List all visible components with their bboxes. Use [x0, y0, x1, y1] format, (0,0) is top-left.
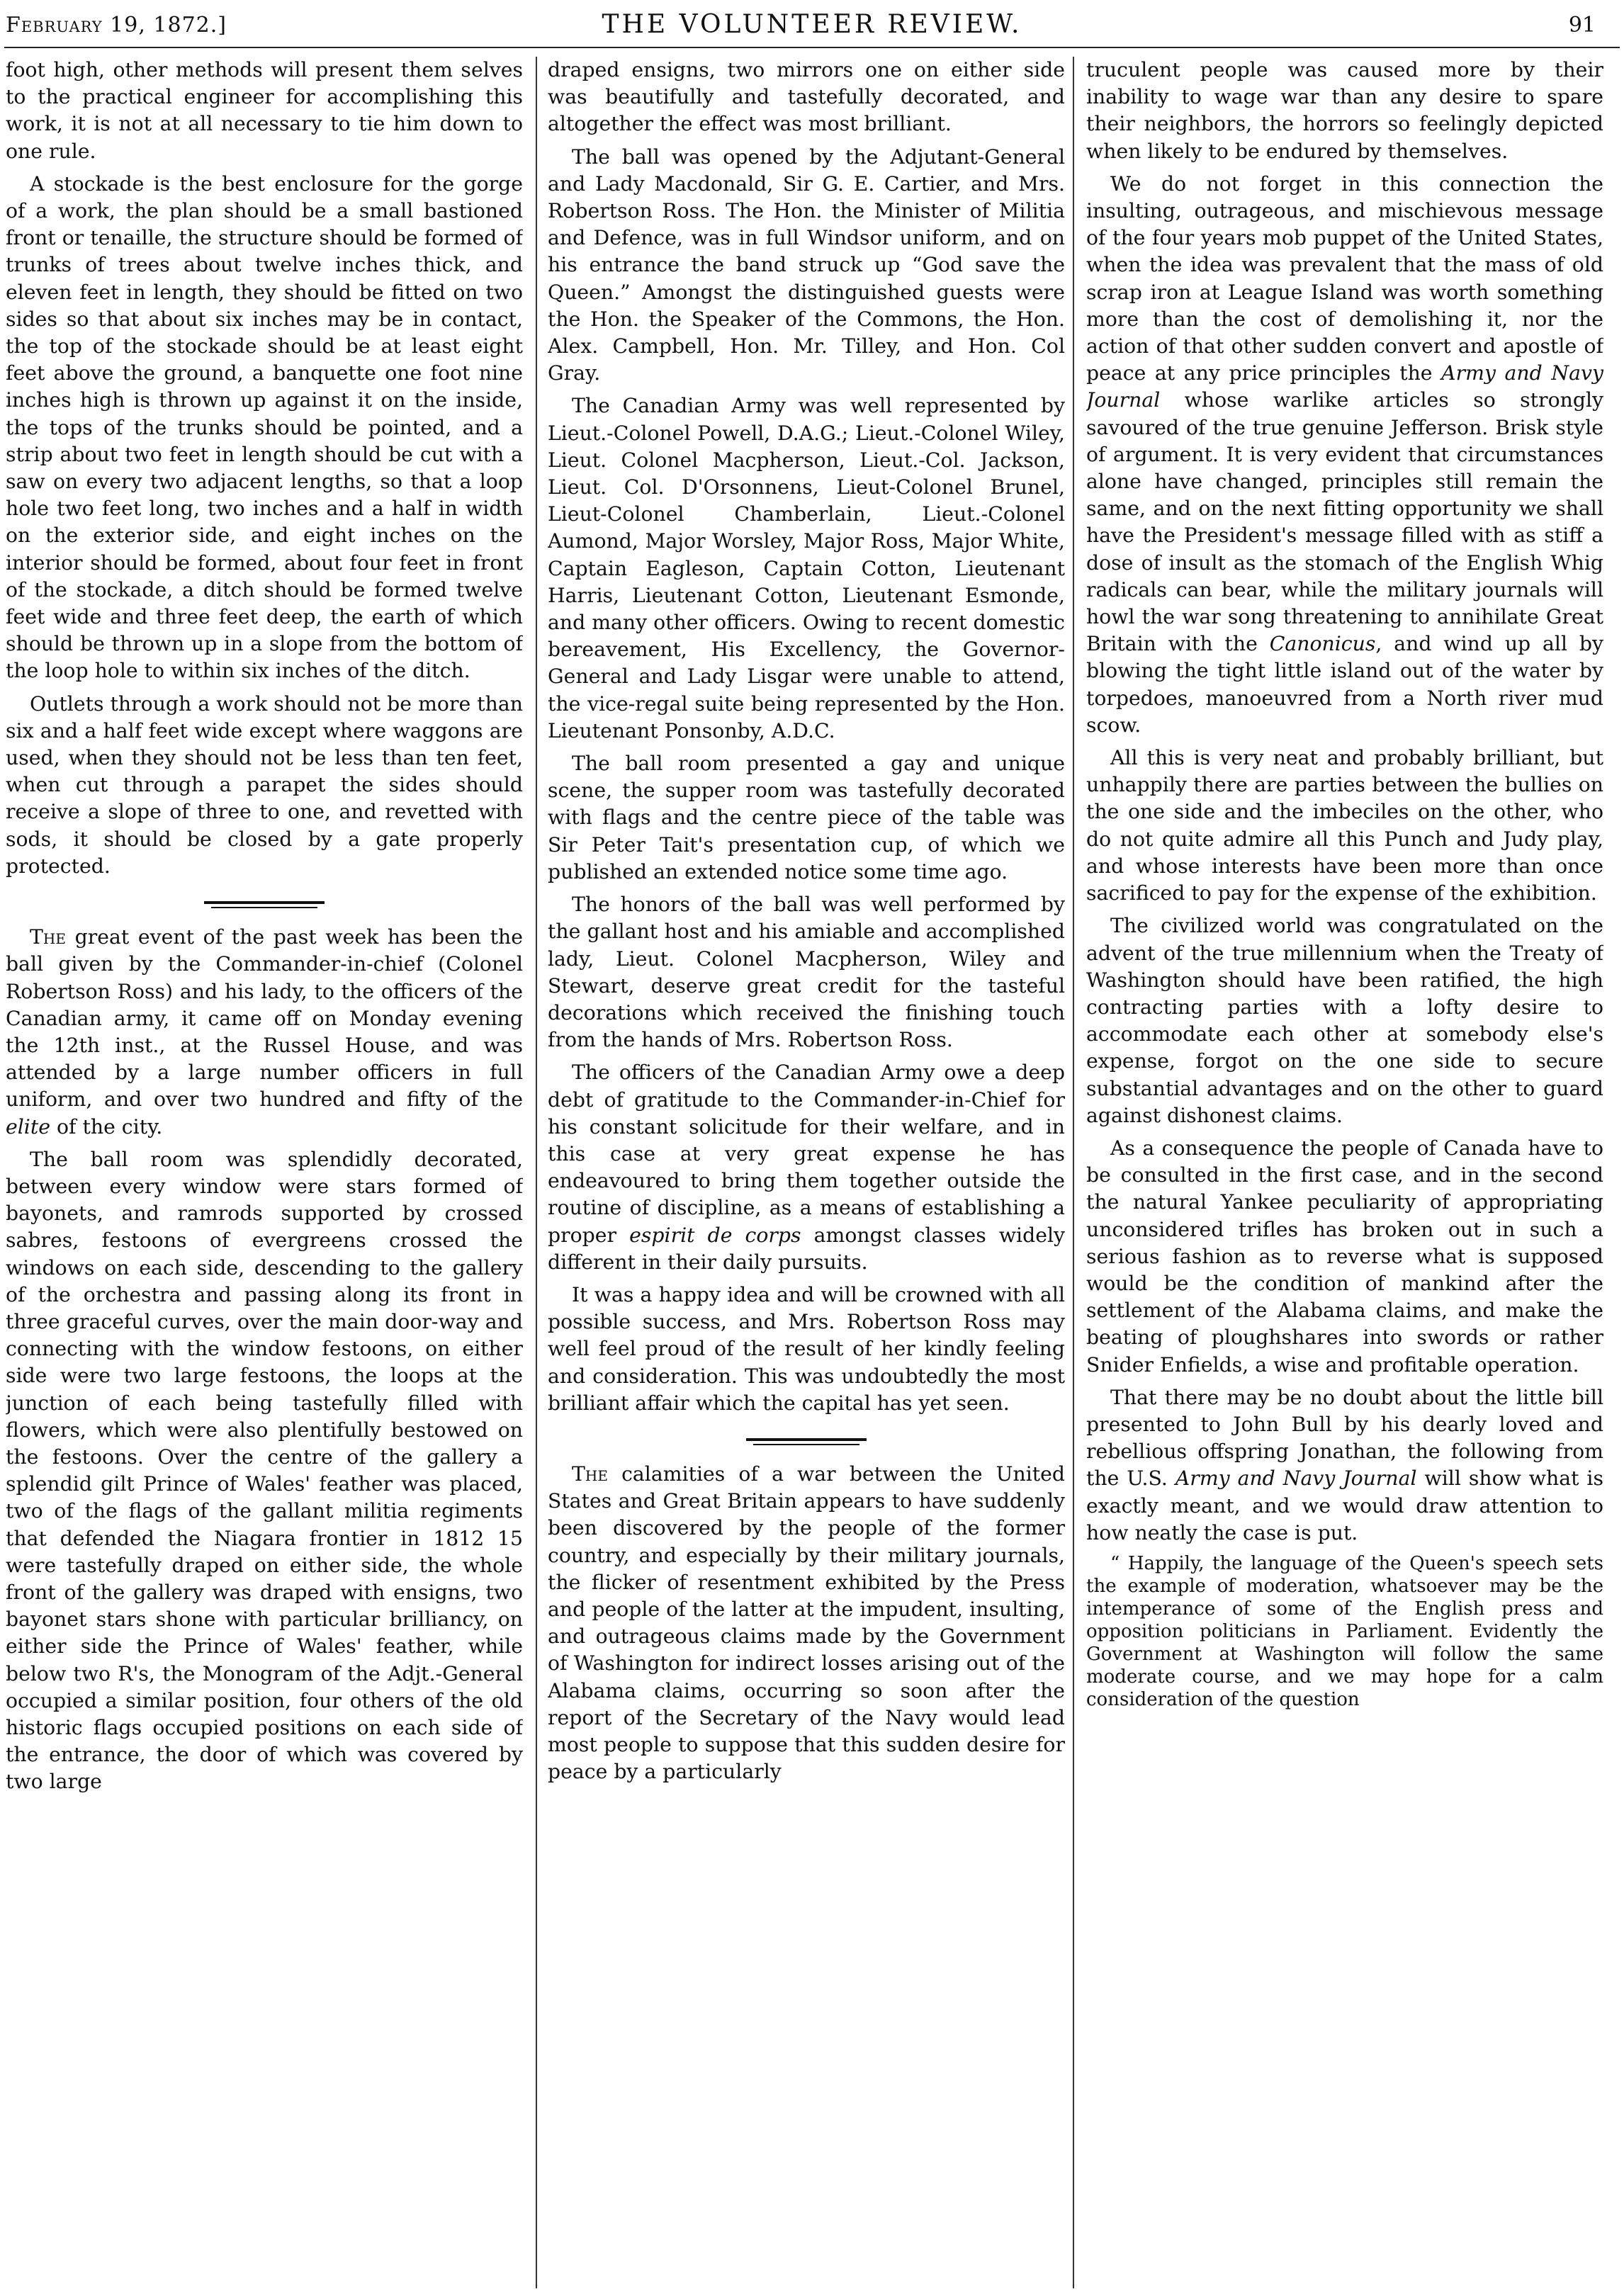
text-run: great event of the past week has been the ball given by the Commander-in-chief (Colonel Robertson Ross) and his lady, to the officers of the Canadian army, it came off on Monday evening the 12th inst., at the Russel House, and was attended by a large number officers in full uniform, and over two hundred and fifty of the [6, 925, 523, 1112]
text-run: will show what is exactly meant, and we would draw attention to how neatly the case is put. [1086, 1467, 1603, 1544]
text-run: calamities of a war between the United States and Great Britain appears to have suddenly been discovered by the people of the former country, and especially by their military journals, the flicker of resentment exhibited by the Press and people of the latter at the impudent, insulting, and outrageous claims made by the Government of Washington for indirect losses arising out of the Alabama claims, occurring so soon after the report of the Secretary of the Navy would lead most people to suppose that this sudden desire for peace by a particularly [548, 1462, 1065, 1784]
paragraph: It was a happy idea and will be crowned with all possible success, and Mrs. Robertson Ross may well feel proud of the result of her kindly feeling and consideration. This was undoubtedly the most brilliant affair which the capital has yet seen. [548, 1282, 1065, 1415]
paragraph [548, 1461, 1065, 1785]
lead-word: The [30, 925, 66, 949]
paragraph: The ball was opened by the Adjutant-General and Lady Macdonald, Sir G. E. Cartier, and Mrs. Robertson Ross. The Hon. the Minister of Militia and Defence, was in full Windsor uniform, and on his entrance the band struck up “God save the Queen.” Amongst the distinguished guests were the Hon. the Speaker of the Commons, the Hon. Alex. Campbell, Hon. Mr. Tilley, and Hon. Col Gray. [548, 145, 1065, 385]
page-header [0, 0, 1624, 57]
column-3 [1086, 57, 1603, 2288]
quoted-paragraph: “ Happily, the language of the Queen's speech sets the example of moderation, whatsoever may be the intemperance of some of the English press and opposition politicians in Parliament. Evidently the Government at Washington will follow the same moderate course, and we may hope for a calm consideration of the question [1086, 1552, 1603, 1710]
paragraph: As a consequence the people of Canada have to be consulted in the first case, and in the second the natural Yankee peculiarity of appropriating unconsidered trifles has broken out in such a serious fashion as to reverse what is supposed would be the condition of mankind after the settlement of the Alabama claims, and make the beating of ploughshares into swords or rather Snider Enfields, a wise and profitable operation. [1086, 1136, 1603, 1377]
text-run: whose warlike articles so strongly savoured of the true genuine Jefferson. Brisk style of argument. It is very evident that circumstances alone have changed, principles still remain the same, and on the next fitting opportunity we shall have the President's message filled with as stiff a dose of insult as the stomach of the English Whig radicals can bear, while the military journals will howl the war song threatening to annihilate Great Britain with the [1086, 388, 1603, 656]
paragraph [548, 1059, 1065, 1276]
paragraph [6, 924, 523, 1141]
italic-text: Army and Navy Journal [1086, 361, 1603, 412]
paragraph: The honors of the ball was well performed by the gallant host and his amiable and accomplished lady, Lieut. Colonel Macpherson, Wiley and Stewart, deserve great credit for the tasteful decorations which received the finishing touch from the hands of Mrs. Robertson Ross. [548, 893, 1065, 1052]
page-number: 91 [1568, 13, 1596, 38]
italic-text: Army and Navy Journal [1175, 1467, 1417, 1491]
column-1 [6, 57, 523, 2288]
paragraph: All this is very neat and probably brilliant, but unhappily there are parties between the bullies on the one side and the imbeciles on the other, who do not quite admire all this Punch and Judy play, and whose interests have been more than once sacrificed to pay for the expense of the exhibition. [1086, 746, 1603, 905]
paragraph: Outlets through a work should not be more than six and a half feet wide except where waggons are used, when they should not be less than ten feet, when cut through a parapet the sides should receive a slope of three to one, and revetted with sods, it should be closed by a gate properly protected. [6, 691, 523, 878]
paragraph: The civilized world was congratulated on the advent of the true millennium when the Treaty of Washington should have been ratified, the high contracting parties with a lofty desire to accommodate each other at somebody else's expense, forgot on the one side to secure substantial advantages and on the other to guard against dishonest claims. [1086, 914, 1603, 1127]
column-divider [536, 57, 537, 2288]
issue-date: February 19, 1872.] [6, 13, 227, 38]
paragraph: The ball room presented a gay and unique scene, the supper room was tastefully decorated with flags and the centre piece of the table was Sir Peter Tait's presentation cup, of which we published an extended notice some time ago. [548, 752, 1065, 883]
paragraph: foot high, other methods will present them selves to the practical engineer for accomplishing this work, it is not at all necessary to tie him down to one rule. [6, 58, 523, 163]
lead-word: The [572, 1462, 608, 1486]
paragraph: truculent people was caused more by their inability to wage war than any desire to spare their neighbors, the horrors so feelingly depicted when likely to be endured by themselves. [1086, 58, 1603, 163]
paragraph: The Canadian Army was well represented by Lieut.-Colonel Powell, D.A.G.; Lieut.-Colonel Wiley, Lieut. Colonel Macpherson, Lieut.-Col. Jackson, Lieut. Col. D'Orsonnens, Lieut-Colonel Brunel, Lieut-Colonel Chamberlain, Lieut.-Colonel Aumond, Major Worsley, Major Ross, Major White, Captain Eagleson, Captain Cotton, Lieutenant Harris, Lieutenant Cotton, Lieutenant Esmonde, and many other officers. Owing to recent domestic bereavement, His Excellency, the Governor-General and Lady Lisgar were unable to attend, the vice-regal suite being represented by the Hon. Lieutenant Ponsonby, A.D.C. [548, 394, 1065, 742]
article-separator [548, 1423, 1065, 1461]
text-run: The officers of the Canadian Army owe a deep debt of gratitude to the Commander-in-Chief for his constant solicitude for their welfare, and in this case at very great expense he has endeavoured to bring them together outside the routine of discipline, as a means of establishing a proper [548, 1061, 1065, 1247]
text-run: That there may be no doubt about the little bill presented to John Bull by his dearly loved and rebellious offspring Jonathan, the following from the U.S. [1086, 1385, 1603, 1491]
paragraph [1086, 171, 1603, 739]
column-2 [548, 57, 1065, 2288]
header-rule [4, 47, 1620, 48]
italic-text: Canonicus [1269, 632, 1376, 656]
column-divider [1073, 57, 1074, 2288]
paragraph [1086, 1384, 1603, 1547]
italic-text: espirit de corps [629, 1223, 801, 1247]
paragraph: The ball room was splendidly decorated, between every window were stars formed of bayonets, and ramrods supported by crossed sabres, festoons of evergreens crossed the windows on each side, descending to the gallery of the orchestra and passing along its front in three graceful curves, over the main door-way and connecting with the window festoons, on either side were two large festoons, the loops at the junction of each being tastefully filled with flowers, which were also plentifully bestowed on the festoons. Over the centre of the gallery a splendid gilt Prince of Wales' feather was placed, two of the flags of the gallant militia regiments that defended the Niagara frontier in 1812 15 were tastefully draped on either side, the whole front of the gallery was draped with ensigns, two bayonet stars shone with particular brilliancy, on either side the Prince of Wales' feather, while below two R's, the Monogram of the Adjt.-General occupied a similar position, four others of the old historic flags occupied positions on each side of the entrance, the door of which was covered by two large [6, 1147, 523, 1794]
text-run: amongst classes widely different in their daily pursuits. [548, 1223, 1065, 1274]
text-run: of the city. [50, 1114, 163, 1138]
text-run: , and wind up all by blowing the tight little island out of the water by torpedoes, manoeuvred from a North river mud scow. [1086, 632, 1603, 737]
paragraph: A stockade is the best enclosure for the gorge of a work, the plan should be a small bastioned front or tenaille, the structure should be formed of trunks of trees about twelve inches thick, and eleven feet in length, they should be fitted on two sides so that about six inches may be in contact, the top of the stockade should be at least eight feet above the ground, a banquette one foot nine inches high is thrown up against it on the inside, the tops of the trunks should be pointed, and a strip about two feet in length should be cut with a saw on every two adjacent lengths, so that a loop hole two feet long, two inches and a half in width on the exterior side, and eight inches on the interior should be formed, about four feet in front of the stockade, a ditch should be formed twelve feet wide and three feet deep, the earth of which should be thrown up in a slope from the bottom of the loop hole to within six inches of the ditch. [6, 171, 523, 683]
paragraph: draped ensigns, two mirrors one on either side was beautifully and tastefully decorated, and altogether the effect was most brilliant. [548, 58, 1065, 136]
italic-text: elite [6, 1114, 50, 1138]
text-run: We do not forget in this connection the insulting, outrageous, and mischievous message of the four years mob puppet of the United States, when the idea was prevalent that the mass of old scrap iron at League Island was worth something more than the cost of demolishing it, nor the action of that other sudden convert and apostle of peace at any price principles the [1086, 171, 1603, 385]
publication-title: THE VOLUNTEER REVIEW. [602, 10, 1022, 39]
article-separator [6, 886, 523, 924]
